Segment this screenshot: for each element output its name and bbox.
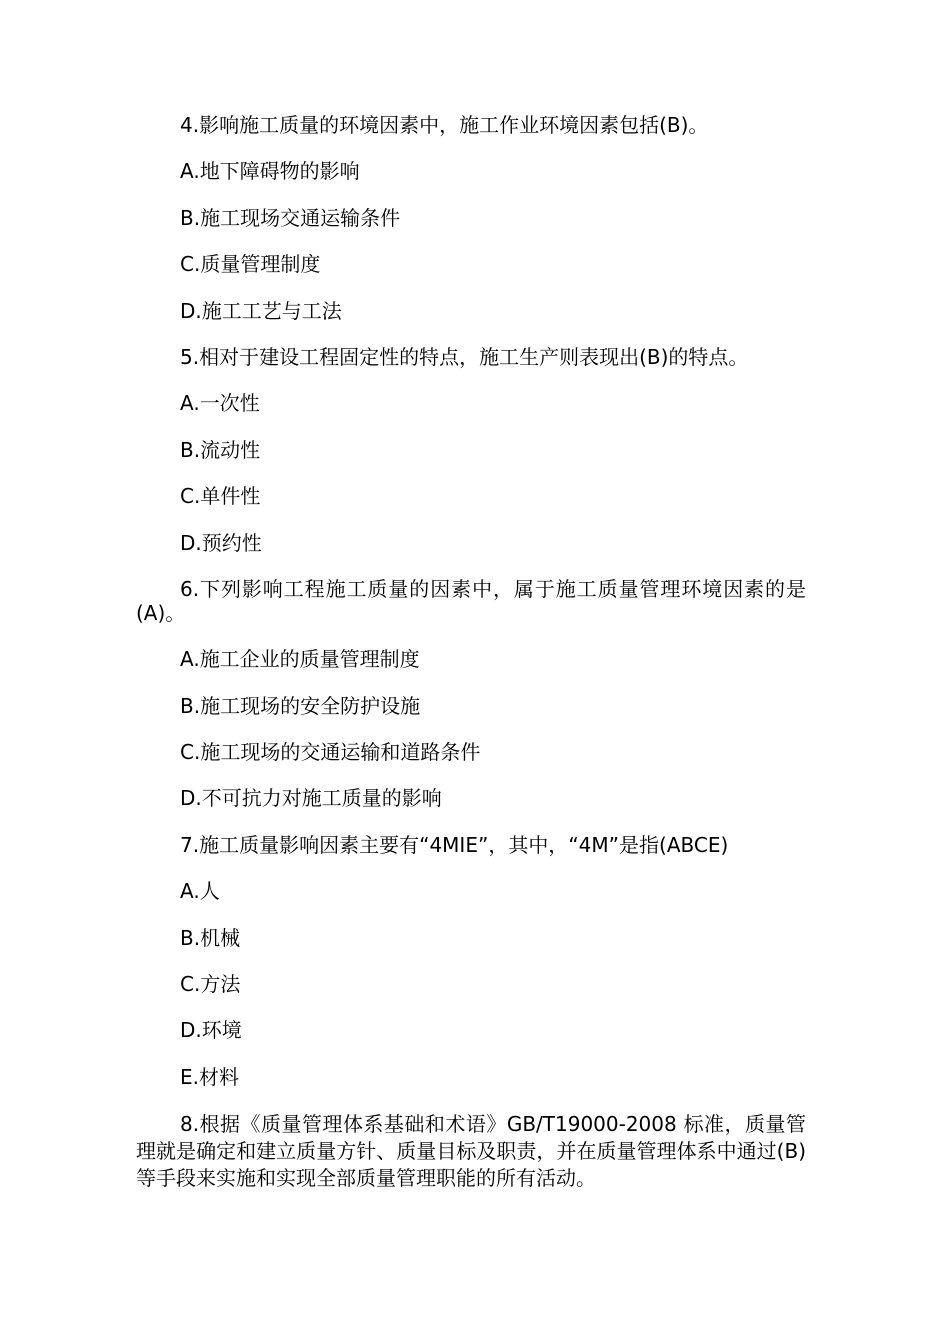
question-7-option-b: B.机械	[180, 925, 241, 950]
question-4-option-d: D.施工工艺与工法	[180, 298, 342, 323]
question-7-option-a: A.人	[180, 879, 220, 904]
question-7-stem: 7.施工质量影响因素主要有“4MIE”，其中，“4M”是指(ABCE)	[180, 832, 729, 857]
document-content	[136, 113, 806, 1215]
question-6-option-c: C.施工现场的交通运输和道路条件	[180, 740, 481, 765]
question-7-option-c: C.方法	[180, 972, 241, 997]
question-4-stem: 4.影响施工质量的环境因素中，施工作业环境因素包括(B)。	[180, 113, 709, 137]
question-4-option-a: A.地下障碍物的影响	[180, 159, 360, 184]
question-6-option-d: D.不可抗力对施工质量的影响	[180, 786, 442, 811]
question-5-option-d: D.预约性	[180, 530, 262, 555]
question-7-option-e: E.材料	[180, 1064, 239, 1089]
question-7-option-d: D.环境	[180, 1018, 242, 1043]
question-5-stem: 5.相对于建设工程固定性的特点，施工生产则表现出(B)的特点。	[180, 344, 749, 369]
question-4-option-c: C.质量管理制度	[180, 252, 321, 277]
question-6-option-b: B.施工现场的安全防护设施	[180, 693, 421, 718]
question-5-option-c: C.单件性	[180, 484, 261, 509]
question-4-option-b: B.施工现场交通运输条件	[180, 205, 401, 230]
question-6-stem: 6.下列影响工程施工质量的因素中，属于施工质量管理环境因素的是(A)。	[136, 576, 806, 625]
question-8-stem: 8.根据《质量管理体系基础和术语》GB/T19000-2008 标准，质量管理就是确定和建立质量方针、质量目标及职责，并在质量管理体系中通过(B)等手段来实施和实现全部质量管理职能的所有活动。	[136, 1112, 806, 1191]
question-5-option-a: A.一次性	[180, 391, 260, 416]
question-5-option-b: B.流动性	[180, 437, 261, 462]
question-6-option-a: A.施工企业的质量管理制度	[180, 647, 420, 672]
